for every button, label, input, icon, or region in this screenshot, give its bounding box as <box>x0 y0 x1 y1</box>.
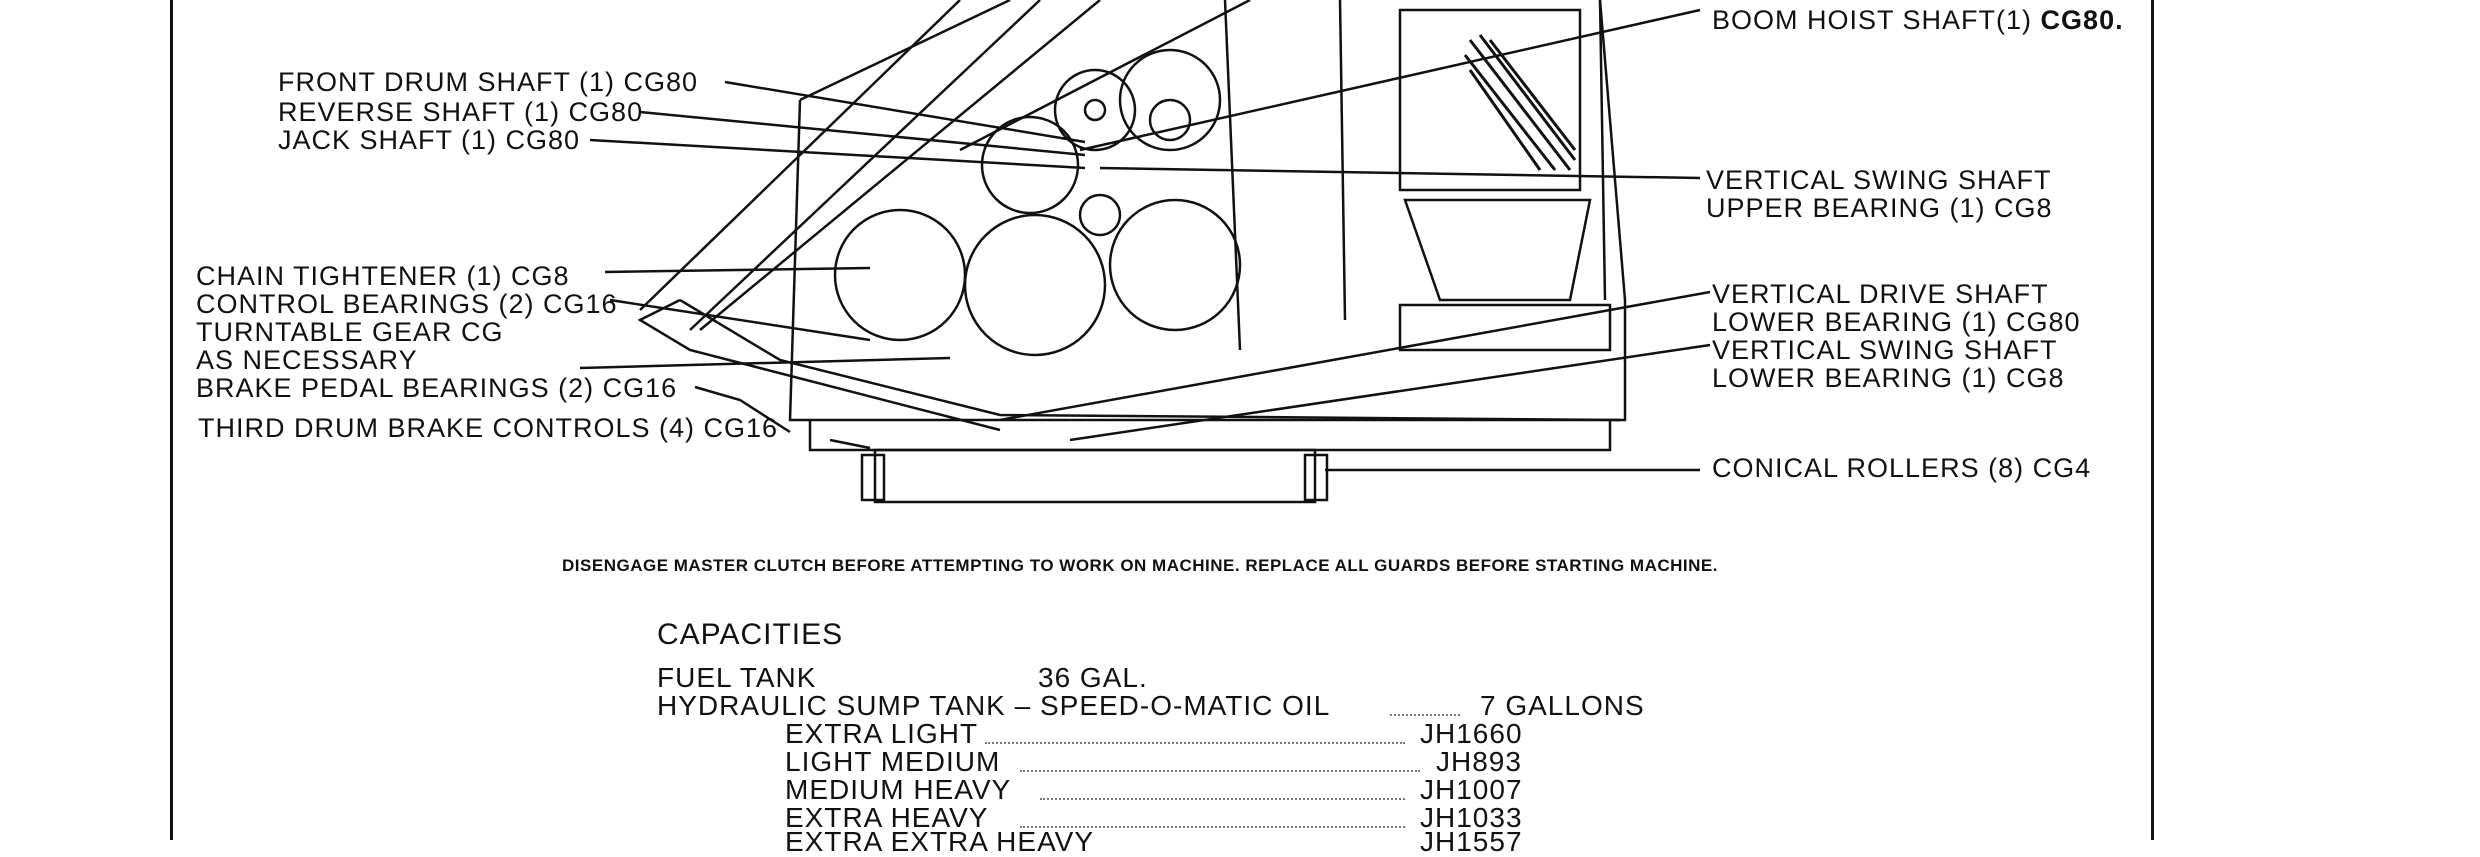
oil-code-3: JH1007 <box>1420 774 1523 805</box>
label-turntable-gear-2: AS NECESSARY <box>196 345 418 375</box>
oil-grade-5: EXTRA EXTRA HEAVY <box>785 826 1095 857</box>
deck <box>640 300 1620 430</box>
label-control-bearings: CONTROL BEARINGS (2) CG16 <box>196 289 618 319</box>
top-drum-left-inner <box>1085 100 1105 120</box>
oil-dots-3 <box>1040 798 1405 800</box>
large-drum-center <box>965 215 1105 355</box>
fuel-tank-value: 36 GAL. <box>1038 662 1148 693</box>
label-jack-shaft: JACK SHAFT (1) CG80 <box>278 125 581 155</box>
label-vertical-drive-2: LOWER BEARING (1) CG80 <box>1712 307 2081 337</box>
label-conical-rollers: CONICAL ROLLERS (8) CG4 <box>1712 453 2092 483</box>
leader-vert-swing-lower <box>1070 345 1710 440</box>
leader-vert-drive <box>1000 292 1710 420</box>
hopper <box>1405 200 1590 300</box>
hatch-detail <box>1465 35 1575 170</box>
large-drum-left <box>835 210 965 340</box>
oil-code-1: JH1660 <box>1420 718 1523 749</box>
label-vertical-swing-lower-2: LOWER BEARING (1) CG8 <box>1712 363 2065 393</box>
large-drum-right <box>1110 200 1240 330</box>
label-vertical-swing-lower-1: VERTICAL SWING SHAFT <box>1712 335 2058 365</box>
oil-grade-3: MEDIUM HEAVY <box>785 774 1012 805</box>
hydraulic-dots <box>1390 714 1460 716</box>
leader-jack <box>590 140 1085 168</box>
oil-code-2: JH893 <box>1436 746 1522 777</box>
oil-dots-2 <box>1020 770 1420 772</box>
boom-hoist-code: CG80. <box>2040 5 2124 35</box>
label-third-drum-brake: THIRD DRUM BRAKE CONTROLS (4) CG16 <box>198 413 779 443</box>
leader-turntable <box>580 358 950 368</box>
oil-grade-1: EXTRA LIGHT <box>785 718 979 749</box>
leader-control <box>610 300 870 340</box>
hydraulic-value: 7 GALLONS <box>1480 690 1645 721</box>
label-front-drum-shaft: FRONT DRUM SHAFT (1) CG80 <box>278 67 699 97</box>
capacities-title: CAPACITIES <box>657 618 844 651</box>
leader-third-drum <box>830 440 870 448</box>
small-idler <box>1080 195 1120 235</box>
leader-chain <box>605 268 870 272</box>
label-vertical-drive-1: VERTICAL DRIVE SHAFT <box>1712 279 2049 309</box>
label-brake-pedal-bearings: BRAKE PEDAL BEARINGS (2) CG16 <box>196 373 678 403</box>
boom-hoist-text: BOOM HOIST SHAFT(1) <box>1712 5 2033 35</box>
fuel-tank-label: FUEL TANK <box>657 662 817 693</box>
oil-dots-1 <box>985 742 1405 744</box>
label-reverse-shaft: REVERSE SHAFT (1) CG80 <box>278 97 644 127</box>
oil-grade-4: EXTRA HEAVY <box>785 802 989 833</box>
label-turntable-gear-1: TURNTABLE GEAR CG <box>196 317 504 347</box>
label-boom-hoist-shaft <box>1712 6 2124 34</box>
safety-warning: DISENGAGE MASTER CLUTCH BEFORE ATTEMPTING TO WORK ON MACHINE. REPLACE ALL GUARDS BEFORE STARTING MACHINE. <box>562 556 1718 575</box>
left-roller <box>862 455 884 500</box>
label-vertical-swing-upper-2: UPPER BEARING (1) CG8 <box>1706 193 2053 223</box>
oil-code-5: JH1557 <box>1420 826 1523 857</box>
undercarriage <box>810 420 1610 450</box>
label-chain-tightener: CHAIN TIGHTENER (1) CG8 <box>196 261 570 291</box>
oil-code-4: JH1033 <box>1420 802 1523 833</box>
label-vertical-swing-upper-1: VERTICAL SWING SHAFT <box>1706 165 2052 195</box>
hydraulic-label: HYDRAULIC SUMP TANK – SPEED-O-MATIC OIL <box>657 690 1331 721</box>
upper-housing <box>1340 0 1605 320</box>
roller-path <box>875 450 1315 502</box>
oil-grade-2: LIGHT MEDIUM <box>785 746 1001 777</box>
